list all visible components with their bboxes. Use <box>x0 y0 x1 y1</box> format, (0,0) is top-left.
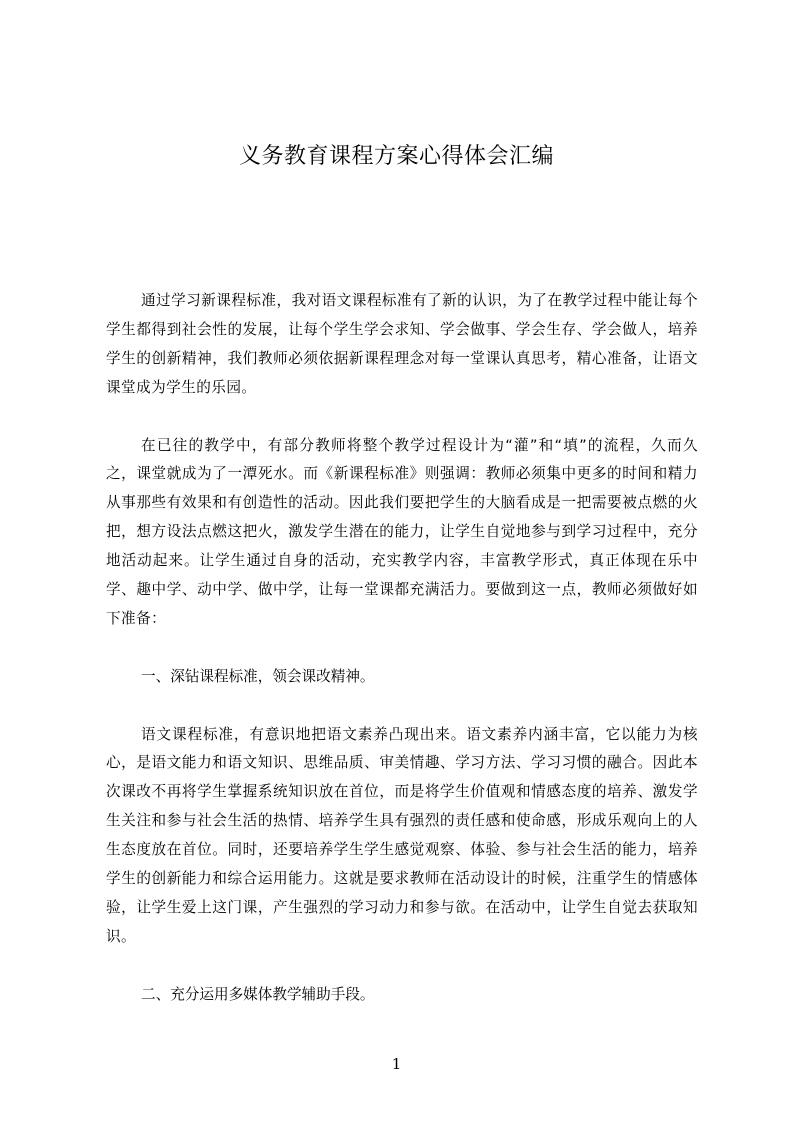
paragraph-intro: 通过学习新课程标准，我对语文课程标准有了新的认识，为了在教学过程中能让每个学生都得到社会性的发展，让每个学生学会求知、学会做事、学会生存、学会做人，培养学生的创新精神，我们教师必须依据新课程理念对每一堂课认真思考，精心准备，让语文课堂成为学生的乐园。 <box>106 292 698 396</box>
page-title: 义务教育课程方案心得体会汇编 <box>238 144 554 169</box>
paragraph-past-teaching: 在已往的教学中，有部分教师将整个教学过程设计为“灌”和“填”的流程，久而久之，课堂就成为了一潭死水。而《新课程标准》则强调：教师必须集中更多的时间和精力从事那些有效果和有创造性的活动。因此我们要把学生的大脑看成是一把需要被点燃的火把，想方设法点燃这把火，激发学生潜在的能力，让学生自觉地参与到学习过程中，充分地活动起来。让学生通过自身的活动，充实教学内容，丰富教学形式，真正体现在乐中学、趣中学、动中学、做中学，让每一堂课都充满活力。要做到这一点，教师必须做好如下准备： <box>106 436 698 627</box>
section-heading-2: 二、充分运用多媒体教学辅助手段。 <box>141 985 375 1003</box>
paragraph-curriculum-standard: 语文课程标准，有意识地把语文素养凸现出来。语文素养内涵丰富，它以能力为核心，是语文能力和语文知识、思维品质、审美情趣、学习方法、学习习惯的融合。因此本次课改不再将学生掌握系统知识放在首位，而是将学生价值观和情感态度的培养、激发学生关注和参与社会生活的热情、培养学生具有强烈的责任感和使命感，形成乐观向上的人生态度放在首位。同时，还要培养学生学生感觉观察、体验、参与社会生活的能力，培养学生的创新能力和综合运用能力。这就是要求教师在活动设计的时候，注重学生的情感体验，让学生爱上这门课，产生强烈的学习动力和参与欲。在活动中，让学生自觉去获取知识。 <box>106 725 698 945</box>
document-body <box>106 287 698 1038</box>
section-heading-1: 一、深钻课程标准，领会课改精神。 <box>141 667 375 685</box>
page-number: 1 <box>391 1055 402 1073</box>
